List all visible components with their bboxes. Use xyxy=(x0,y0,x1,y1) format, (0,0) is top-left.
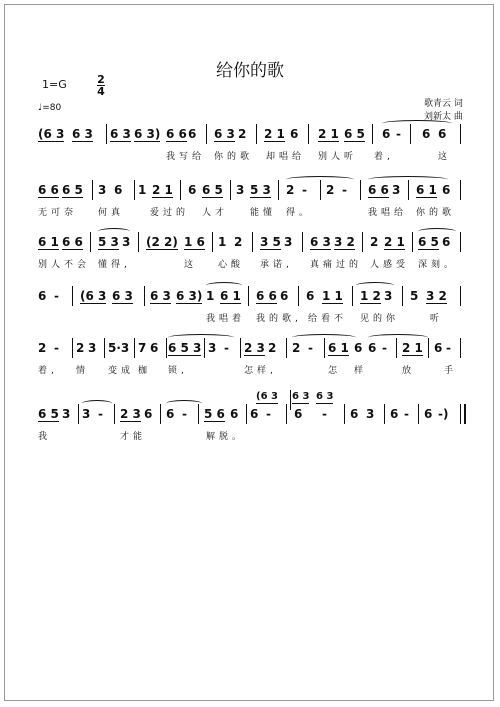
note-group: 2 xyxy=(38,341,47,355)
note-group: 6 6 xyxy=(62,232,83,250)
note-group: 2 xyxy=(326,183,335,197)
lyric-text: 这 xyxy=(438,152,452,162)
lyric-row xyxy=(38,150,464,164)
lyric-text: 却唱给 xyxy=(266,152,306,162)
note-group: 3 xyxy=(392,183,401,197)
note-group: - xyxy=(396,127,401,141)
lyric-text: 解脱。 xyxy=(206,432,246,442)
barline xyxy=(320,180,321,200)
note-group: 3 xyxy=(62,407,71,421)
barline xyxy=(256,124,257,144)
barline xyxy=(308,124,309,144)
note-group: 6 5 3 xyxy=(168,338,201,356)
note-group: 2 xyxy=(292,341,301,355)
note-group: 1 1 xyxy=(322,286,343,304)
lyric-text: 我唱给 xyxy=(368,208,408,218)
note-group: 3 xyxy=(236,183,245,197)
lyric-text: 你的歌 xyxy=(214,152,254,162)
note-group: 5 6 xyxy=(204,404,225,422)
note-group: 6 xyxy=(294,407,303,421)
note-group: 3 xyxy=(88,341,97,355)
barline xyxy=(106,124,107,144)
barline xyxy=(204,338,205,358)
lyric-row xyxy=(38,206,464,220)
note-group: 6 6 xyxy=(256,286,277,304)
slur-arc xyxy=(292,334,356,341)
note-group: 5 3 xyxy=(250,180,271,198)
slur-arc xyxy=(206,282,242,289)
note-group: 5 xyxy=(410,289,419,303)
lyric-text: 锁, xyxy=(168,366,188,376)
notation-row xyxy=(38,180,464,200)
note-group: 1 6 xyxy=(184,232,205,250)
slur-arc xyxy=(356,282,394,289)
note-group: (2 2) xyxy=(146,232,178,250)
lyric-text: 人才 xyxy=(202,208,229,218)
note-group: 3 xyxy=(384,289,393,303)
note-group: 2 1 xyxy=(264,124,285,142)
lyric-text: 我的歌, xyxy=(256,314,302,324)
final-barline xyxy=(460,404,464,424)
time-signature xyxy=(96,74,106,97)
note-group: 6 3) xyxy=(134,124,160,142)
note-group: 6 1 xyxy=(416,180,437,198)
lyric-text: 心酸 xyxy=(218,260,245,270)
note-group: 3 xyxy=(82,407,91,421)
barline xyxy=(198,404,199,424)
barline xyxy=(402,286,403,306)
note-group: 5 3 xyxy=(98,232,119,250)
note-group: 6 6 xyxy=(166,124,187,142)
note-group: 2 xyxy=(370,235,379,249)
note-group: - xyxy=(322,407,327,421)
lyric-text: 我写给 xyxy=(166,152,206,162)
barline xyxy=(144,286,145,306)
lyric-text: 人感受 xyxy=(370,260,410,270)
barline xyxy=(360,180,361,200)
note-group: 6 6 xyxy=(38,180,59,198)
barline xyxy=(460,232,461,252)
barline xyxy=(230,180,231,200)
note-group: 2 xyxy=(268,341,277,355)
note-group: 1 2 xyxy=(360,286,381,304)
note-group: 6 xyxy=(390,407,399,421)
note-group: 6 xyxy=(442,183,451,197)
note-group: 2 xyxy=(286,183,295,197)
note-group: 2 1 xyxy=(318,124,339,142)
lyric-text: 着, xyxy=(374,152,394,162)
lyric-text: 何真 xyxy=(98,208,125,218)
slur-arc xyxy=(368,176,448,183)
barline xyxy=(104,338,105,358)
notation-row xyxy=(38,124,464,144)
lyric-text: 见的你 xyxy=(360,314,400,324)
composer-credit: 刘新太 曲 xyxy=(424,112,463,122)
lyric-text: 真痛过的 xyxy=(310,260,363,270)
lyric-text: 听 xyxy=(430,314,444,324)
lyric-text: 样 xyxy=(354,366,368,376)
note-group: 6 3 xyxy=(150,286,171,304)
barline xyxy=(206,124,207,144)
note-group: 6 3 xyxy=(72,124,93,142)
note-group: 6 xyxy=(38,289,47,303)
note-group: - xyxy=(98,407,103,421)
barline xyxy=(72,286,73,306)
note-group: - xyxy=(266,407,271,421)
note-group: 2 3 xyxy=(244,338,265,356)
note-group: 6 xyxy=(280,289,289,303)
lyric-text: 我 xyxy=(38,432,52,442)
note-group: - xyxy=(302,183,307,197)
lyric-row xyxy=(38,430,464,444)
barline xyxy=(160,404,161,424)
lyric-text: 怎样, xyxy=(244,366,277,376)
barline xyxy=(134,338,135,358)
note-group: 6 5 xyxy=(418,232,439,250)
note-group: 6 1 xyxy=(220,286,241,304)
note-group: 6 xyxy=(424,407,433,421)
note-group: 3 xyxy=(284,235,293,249)
lyric-text: 枷 xyxy=(138,366,152,376)
note-group: 6 3 xyxy=(112,286,133,304)
note-group: 6 xyxy=(434,341,443,355)
barline xyxy=(344,404,345,424)
barline xyxy=(212,232,213,252)
note-group: - xyxy=(308,341,313,355)
slur-arc xyxy=(82,400,112,407)
lyric-text: 变成 xyxy=(108,366,135,376)
lyric-text: 我唱着 xyxy=(206,314,246,324)
time-signature-bottom: 4 xyxy=(97,85,105,98)
lyric-text: 无可奈 xyxy=(38,208,78,218)
note-group: (6 3 xyxy=(80,286,106,304)
barline xyxy=(352,286,353,306)
note-group: (6 3 xyxy=(38,124,64,142)
note-group: - xyxy=(382,341,387,355)
lyric-text: 放 xyxy=(402,366,416,376)
note-group: 6 3) xyxy=(176,286,202,304)
note-group: 6 6 xyxy=(368,180,389,198)
barline xyxy=(324,338,325,358)
barline xyxy=(384,404,385,424)
note-group: 3 xyxy=(122,235,131,249)
lyric-text: 承诺, xyxy=(260,260,293,270)
barline xyxy=(180,180,181,200)
barline xyxy=(412,232,413,252)
barline xyxy=(298,286,299,306)
note-group: 3 2 xyxy=(334,232,355,250)
barline xyxy=(362,232,363,252)
barline xyxy=(246,404,247,424)
note-group: 6 1 xyxy=(38,232,59,250)
note-group: 6 xyxy=(188,127,197,141)
note-group: 6 xyxy=(150,341,159,355)
note-group: - xyxy=(342,183,347,197)
lyric-text: 怎 xyxy=(328,366,342,376)
slur-arc xyxy=(368,334,428,341)
lyric-text: 着, xyxy=(38,366,58,376)
note-group: - xyxy=(182,407,187,421)
lyric-text: 深刻。 xyxy=(418,260,458,270)
notation-row xyxy=(38,286,464,306)
note-group: 6 xyxy=(230,407,239,421)
barline xyxy=(302,232,303,252)
slur-arc xyxy=(168,334,234,341)
barline xyxy=(408,180,409,200)
barline xyxy=(428,338,429,358)
note-group: -) xyxy=(438,407,449,421)
lyric-text: 情 xyxy=(76,366,90,376)
note-group: 6 5 xyxy=(62,180,83,198)
note-group: - xyxy=(54,289,59,303)
barline xyxy=(460,286,461,306)
note-group: 6 3 xyxy=(292,391,310,402)
note-group: 1 xyxy=(206,289,215,303)
note-group: 2 1 xyxy=(402,338,423,356)
note-group: 2 1 xyxy=(152,180,173,198)
slur-arc xyxy=(166,400,202,407)
song-title: 给你的歌 xyxy=(216,61,284,81)
notation-row xyxy=(38,232,464,252)
lyric-text: 才能 xyxy=(120,432,147,442)
note-group: 6 xyxy=(166,407,175,421)
note-group: 6 xyxy=(422,127,431,141)
note-group: - xyxy=(224,341,229,355)
barline xyxy=(278,180,279,200)
note-group: 6 xyxy=(250,407,259,421)
note-group: 2 1 xyxy=(384,232,405,250)
barline xyxy=(286,404,287,424)
note-group: 3 xyxy=(366,407,375,421)
note-group: 3 xyxy=(98,183,107,197)
lyric-text: 你的歌 xyxy=(416,208,456,218)
note-group: 2 3 xyxy=(120,404,141,422)
barline xyxy=(114,404,115,424)
note-group: 3 5 xyxy=(260,232,281,250)
barline xyxy=(78,404,79,424)
notation-row xyxy=(38,338,464,358)
barline xyxy=(418,404,419,424)
note-group: 7 xyxy=(138,341,147,355)
note-group: - xyxy=(446,341,451,355)
note-group: 6 xyxy=(442,235,451,249)
barline xyxy=(286,338,287,358)
note-group: 6 xyxy=(144,407,153,421)
note-group: 5·3 xyxy=(108,341,130,355)
barline xyxy=(396,338,397,358)
note-group: (6 3 xyxy=(256,391,278,402)
slur-arc xyxy=(418,228,456,235)
lyricist-credit: 歌青云 词 xyxy=(424,99,463,109)
time-signature-top: 2 xyxy=(97,73,105,86)
key-signature: 1=G xyxy=(42,78,67,91)
lyric-row xyxy=(38,258,464,272)
lyric-text: 这 xyxy=(184,260,198,270)
barline xyxy=(460,338,461,358)
lyric-text: 手 xyxy=(444,366,458,376)
note-group: 1 xyxy=(218,235,227,249)
lyric-text: 爱过的 xyxy=(150,208,190,218)
barline xyxy=(72,338,73,358)
lyric-row xyxy=(38,364,464,378)
note-group: 6 xyxy=(306,289,315,303)
note-group: 6 5 xyxy=(38,404,59,422)
slur-arc xyxy=(98,228,130,235)
note-group: 6 3 xyxy=(214,124,235,142)
barline xyxy=(410,124,411,144)
note-group: 6 xyxy=(382,127,391,141)
note-group: - xyxy=(404,407,409,421)
lyric-text: 别人听 xyxy=(318,152,358,162)
note-group: 6 xyxy=(114,183,123,197)
barline xyxy=(252,232,253,252)
note-group: 2 xyxy=(234,235,243,249)
barline xyxy=(248,286,249,306)
lyric-text: 能懂 xyxy=(250,208,277,218)
barline xyxy=(166,338,167,358)
lyric-text: 懂得, xyxy=(98,260,131,270)
barline xyxy=(460,180,461,200)
note-group: 6 xyxy=(188,183,197,197)
barline xyxy=(460,124,461,144)
slur-arc xyxy=(382,120,452,127)
note-group: 3 xyxy=(208,341,217,355)
barline xyxy=(372,124,373,144)
note-group: 2 xyxy=(238,127,247,141)
note-group: 3 2 xyxy=(426,286,447,304)
barline xyxy=(90,232,91,252)
note-group: 6 3 xyxy=(110,124,131,142)
lyric-row xyxy=(38,312,464,326)
lyric-text: 给看不 xyxy=(308,314,348,324)
barline xyxy=(240,338,241,358)
lyric-text: 得。 xyxy=(286,208,313,218)
lyric-text: 别人不会 xyxy=(38,260,91,270)
note-group: 6 xyxy=(368,341,377,355)
note-group: - xyxy=(54,341,59,355)
tempo-marking: ♩=80 xyxy=(38,103,62,113)
note-group: 6 xyxy=(290,127,299,141)
notation-row xyxy=(38,404,464,424)
note-group: 6 5 xyxy=(202,180,223,198)
note-group: 6 3 xyxy=(310,232,331,250)
barline xyxy=(134,180,135,200)
note-group: 1 xyxy=(138,183,147,197)
barline xyxy=(92,180,93,200)
note-group: 6 xyxy=(350,407,359,421)
barline xyxy=(138,232,139,252)
note-group: 2 xyxy=(76,341,85,355)
note-group: 6 1 xyxy=(328,338,349,356)
note-group: 6 3 xyxy=(316,391,334,402)
note-group: 6 5 xyxy=(344,124,365,142)
slur-arc xyxy=(286,176,354,183)
note-group: 6 xyxy=(438,127,447,141)
note-group: 6 xyxy=(354,341,363,355)
